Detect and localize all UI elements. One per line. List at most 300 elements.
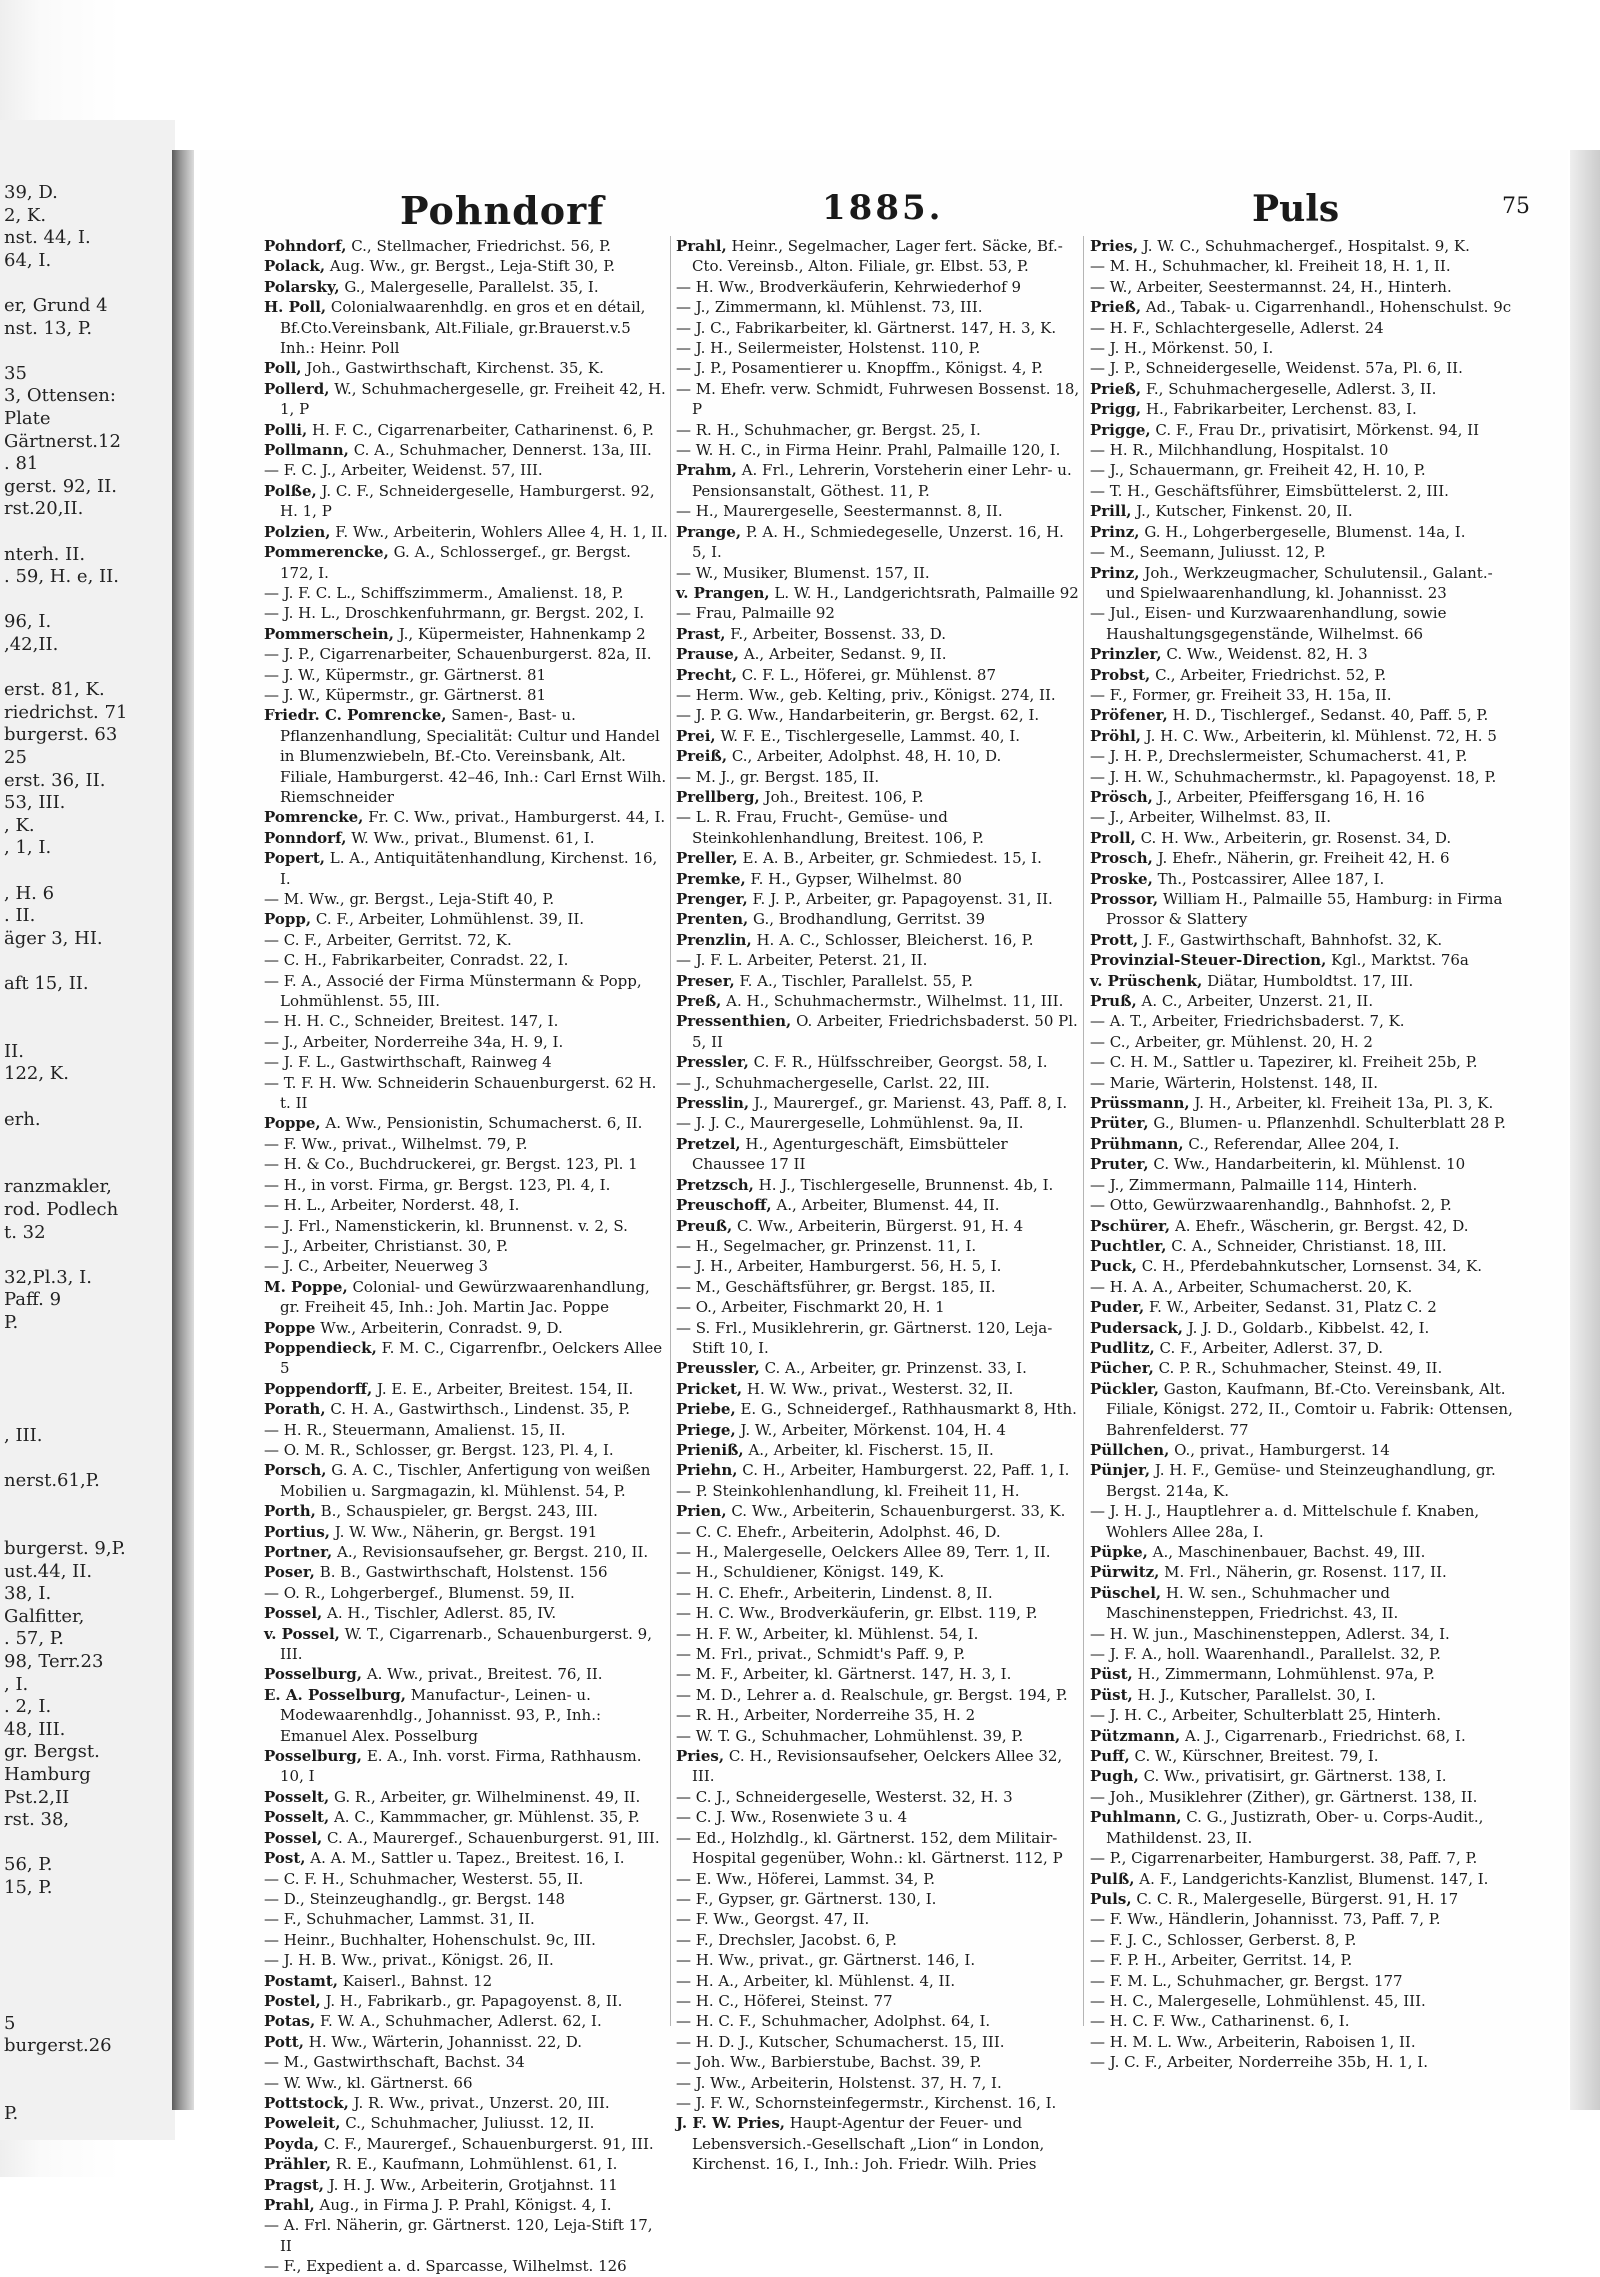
directory-entry [676, 1644, 1081, 1664]
entry-details: E. A., Inh. vorst. Firma, Rathhausm. 10, I [280, 1747, 642, 1786]
directory-entry [264, 256, 669, 276]
entry-name: E. A. Posselburg, [264, 1685, 406, 1704]
entry-details: B. B., Gastwirthschaft, Holstenst. 156 [319, 1563, 608, 1582]
entry-details: — J. H. B. Ww., privat., Königst. 26, II. [264, 1951, 554, 1970]
directory-entry [676, 624, 1081, 644]
left-fragment-line: , K. [4, 814, 35, 836]
entry-details: C. Ww., Handarbeiterin, kl. Mühlenst. 10 [1153, 1155, 1466, 1174]
directory-entry [1090, 971, 1520, 991]
entry-name: Pückler, [1090, 1379, 1159, 1398]
entry-details: — H. L., Arbeiter, Norderst. 48, I. [264, 1196, 520, 1215]
directory-entry [264, 522, 669, 542]
directory-entry [1090, 563, 1520, 604]
entry-details: — W., Musiker, Blumenst. 157, II. [676, 563, 930, 582]
entry-name: Poppe [264, 1318, 316, 1337]
entry-name: Priehn, [676, 1461, 738, 1480]
entry-name: Püllchen, [1090, 1440, 1170, 1459]
left-fragment-line: 25 [4, 747, 27, 768]
left-fragment-line: Pst.2,II [4, 1786, 70, 1808]
directory-entry [676, 1216, 1081, 1236]
entry-details: J. H. C. Ww., Arbeiterin, kl. Mühlenst. 72, H. 5 [1145, 726, 1497, 745]
directory-entry [676, 1562, 1081, 1582]
entry-details: F. M. C., Cigarrenfbr., Oelckers Allee 5 [280, 1338, 663, 1378]
entry-details: C. F. R., Hülfsschreiber, Georgst. 58, I. [753, 1053, 1048, 1072]
entry-details: Aug. Ww., gr. Bergst., Leja-Stift 30, P. [329, 257, 616, 276]
entry-name: Püschel, [1090, 1583, 1162, 1602]
directory-entry [264, 2052, 669, 2072]
entry-name: Prei, [676, 726, 716, 745]
entry-details: C. F., Arbeiter, Lohmühlenst. 39, II. [315, 910, 585, 929]
directory-entry [264, 1032, 669, 1052]
entry-details: — R. H., Schuhmacher, gr. Bergst. 25, I. [676, 420, 981, 439]
directory-entry [676, 1134, 1081, 1175]
book-gutter [172, 150, 194, 2110]
left-fragment-line: Hamburg [4, 1764, 91, 1785]
entry-name: Provinzial-Steuer-Direction, [1090, 951, 1327, 970]
directory-entry [676, 807, 1081, 848]
entry-details: — J. J. C., Maurergeselle, Lohmühlenst. 9a, II. [676, 1114, 1024, 1133]
entry-details: F. W. A., Schuhmacher, Adlerst. 62, I. [319, 2012, 602, 2031]
directory-entry [264, 1583, 669, 1603]
left-fragment-line: äger 3, HI. [4, 927, 103, 949]
directory-entry [1090, 481, 1520, 501]
entry-details: — J. P., Posamentierer u. Knopffm., Königst. 4, P. [676, 359, 1044, 378]
entry-details: Joh., Werkzeugmacher, Schulutensil., Galant.- und Spielwaarenhandlung, kl. Johannisst. 23 [1106, 563, 1493, 602]
directory-entry [264, 1216, 669, 1236]
directory-entry [1090, 1073, 1520, 1093]
entry-details: — D., Steinzeughandlg., gr. Bergst. 148 [264, 1889, 566, 1908]
entry-details: H. J., Kutscher, Parallelst. 30, I. [1137, 1685, 1376, 1704]
directory-entry [1090, 603, 1520, 644]
directory-entry [264, 1399, 669, 1419]
directory-entry [264, 1685, 669, 1746]
directory-entry [264, 1073, 669, 1114]
entry-details: — E. Ww., Höferei, Lammst. 34, P. [676, 1869, 936, 1888]
entry-name: Poppendorff, [264, 1379, 373, 1398]
directory-entry [676, 1583, 1081, 1603]
entry-name: Polack, [264, 257, 326, 276]
left-fragment-line: burgerst.26 [4, 2035, 112, 2057]
entry-details: C., Arbeiter, Friedrichst. 52, P. [1155, 665, 1387, 684]
left-fragment-line: 39, D. [4, 182, 58, 203]
entry-details: — M., Geschäftsführer, gr. Bergst. 185, II. [676, 1277, 996, 1296]
directory-entry [676, 1236, 1081, 1256]
directory-entry [676, 1175, 1081, 1195]
entry-details: J. E. E., Arbeiter, Breitest. 154, II. [377, 1379, 634, 1398]
entry-details: — J. F. L. Arbeiter, Peterst. 21, II. [676, 951, 928, 970]
entry-details: A. Frl., Lehrerin, Vorsteherin einer Lehr- u. Pensionsanstalt, Göthest. 11, P. [692, 461, 1072, 500]
entry-details: J. R. Ww., privat., Unzerst. 20, III. [353, 2093, 610, 2112]
directory-entry [264, 2032, 669, 2052]
entry-details: A. C., Arbeiter, Unzerst. 21, II. [1141, 992, 1374, 1011]
entry-details: A., Arbeiter, Sedanst. 9, II. [743, 645, 947, 664]
entry-name: Posselt, [264, 1787, 330, 1806]
directory-entry [264, 1950, 669, 1970]
entry-details: Gaston, Kaufmann, Bf.-Cto. Vereinsbank, Alt. Filiale, Königst. 272, II., Comtoir u. Fabrik: Ottensen, Bahrenfelderst. 77 [1106, 1379, 1513, 1439]
directory-entry [1090, 338, 1520, 358]
directory-entry [264, 2011, 669, 2031]
entry-name: Prosch, [1090, 849, 1153, 868]
entry-details: — F. Ww., Georgst. 47, II. [676, 1910, 870, 1929]
entry-details: William H., Palmaille 55, Hamburg: in Firma Prossor & Slattery [1106, 890, 1503, 929]
directory-entry [264, 1542, 669, 1562]
entry-details: C. H., Pferdebahnkutscher, Lornsenst. 34, K. [1141, 1257, 1483, 1276]
entry-name: Ponndorf, [264, 828, 347, 847]
entry-details: — H., Maurergeselle, Seestermannst. 8, II. [676, 502, 1003, 521]
directory-entry [676, 644, 1081, 664]
left-fragment-line: 3, Ottensen: [4, 385, 116, 407]
entry-details: F. Ww., Arbeiterin, Wohlers Allee 4, H. 1, II. [335, 522, 668, 541]
entry-name: Pomrencke, [264, 808, 364, 827]
entry-name: Prigg, [1090, 400, 1142, 419]
entry-details: — J., Zimmermann, kl. Mühlenst. 73, III. [676, 298, 983, 317]
entry-name: Popert, [264, 849, 325, 868]
entry-name: Pschürer, [1090, 1216, 1171, 1235]
entry-details: C. F., Arbeiter, Adlerst. 37, D. [1159, 1338, 1384, 1357]
entry-name: Prinz, [1090, 522, 1140, 541]
entry-details: Diätar, Humboldtst. 17, III. [1207, 971, 1414, 990]
entry-name: Pries, [676, 1747, 725, 1766]
directory-entry [676, 787, 1081, 807]
left-fragment-line: , 1, I. [4, 837, 52, 859]
entry-name: Friedr. C. Pomrencke, [264, 706, 447, 725]
entry-name: Prieß, [1090, 298, 1142, 317]
entry-name: Preß, [676, 992, 722, 1011]
directory-entry [264, 1460, 669, 1501]
directory-entry [1090, 1766, 1520, 1786]
entry-details: C., Arbeiter, Adolphst. 48, H. 10, D. [731, 747, 1002, 766]
entry-name: Prill, [1090, 502, 1132, 521]
entry-details: — O. R., Lohgerbergef., Blumenst. 59, II. [264, 1583, 575, 1602]
directory-entry [676, 909, 1081, 929]
entry-details: — H. R., Milchhandlung, Hospitalst. 10 [1090, 441, 1389, 460]
entry-name: Pommerencke, [264, 543, 389, 562]
entry-details: J. J. D., Goldarb., Kibbelst. 42, I. [1187, 1318, 1430, 1337]
entry-details: J., Küpermeister, Hahnenkamp 2 [398, 624, 646, 643]
entry-name: Puck, [1090, 1257, 1137, 1276]
directory-entry [676, 1460, 1081, 1480]
entry-details: O., privat., Hamburgerst. 14 [1174, 1440, 1390, 1459]
entry-name: Priebe, [676, 1400, 736, 1419]
entry-details: — F., Schuhmacher, Lammst. 31, II. [264, 1910, 535, 1929]
entry-details: B., Schauspieler, gr. Bergst. 243, III. [320, 1502, 598, 1521]
entry-name: Pott, [264, 2032, 304, 2051]
entry-details: — Otto, Gewürzwaarenhandlg., Bahnhofst. 2, P. [1090, 1196, 1452, 1215]
entry-details: — H. H. C., Schneider, Breitest. 147, I. [264, 1012, 559, 1031]
entry-name: Prien, [676, 1502, 727, 1521]
entry-name: Pohndorf, [264, 237, 347, 255]
directory-entry [264, 379, 669, 420]
directory-entry [264, 930, 669, 950]
directory-entry [1090, 1930, 1520, 1950]
directory-entry [264, 624, 669, 644]
directory-entry [264, 1522, 669, 1542]
entry-details: — J., Schauermann, gr. Freiheit 42, H. 10, P. [1090, 461, 1426, 480]
directory-entry [676, 1746, 1081, 1787]
directory-entry [676, 603, 1081, 623]
entry-name: Pruß, [1090, 992, 1137, 1011]
directory-entry [264, 1134, 669, 1154]
left-fragment-line: rst. 38, [4, 1809, 70, 1831]
directory-entry [1090, 1113, 1520, 1133]
directory-entry [676, 1318, 1081, 1359]
directory-entry [1090, 1583, 1520, 1624]
left-page-fragment [0, 120, 175, 2140]
directory-entry [676, 583, 1081, 603]
directory-entry [676, 2093, 1081, 2113]
left-fragment-line: ,42,II. [4, 634, 59, 655]
directory-entry [676, 379, 1081, 420]
left-fragment-line: . 81 [4, 453, 39, 475]
directory-entry [264, 848, 669, 889]
left-fragment-line: nerst.61,P. [4, 1470, 100, 1492]
entry-details: — H. C. F., Schuhmacher, Adolphst. 64, I. [676, 2012, 991, 2031]
directory-entry [264, 1154, 669, 1174]
entry-details: — C. H. M., Sattler u. Tapezirer, kl. Freiheit 25b, P. [1090, 1053, 1478, 1072]
entry-name: Preser, [676, 971, 735, 990]
entry-details: — M., Seemann, Juliusst. 12, P. [1090, 543, 1326, 562]
directory-entry [264, 1420, 669, 1440]
entry-details: J. W., Arbeiter, Mörkenst. 104, H. 4 [740, 1420, 1006, 1439]
directory-entry [676, 1052, 1081, 1072]
entry-name: Preuschoff, [676, 1196, 772, 1215]
directory-entry [264, 358, 669, 378]
entry-details: — J., Arbeiter, Norderreihe 34a, H. 9, I. [264, 1032, 564, 1051]
entry-name: M. Poppe, [264, 1277, 348, 1296]
directory-entry [264, 1889, 669, 1909]
directory-entry [676, 236, 1081, 277]
directory-entry [1090, 1134, 1520, 1154]
entry-name: Pommerschein, [264, 624, 394, 643]
entry-details: F. W., Arbeiter, Sedanst. 31, Platz C. 2 [1149, 1298, 1437, 1317]
entry-details: G., Malergeselle, Parallelst. 35, I. [344, 277, 599, 296]
directory-entry [1090, 787, 1520, 807]
left-fragment-line: 15, P. [4, 1877, 53, 1898]
directory-entry [264, 1440, 669, 1460]
directory-entry [264, 2256, 669, 2276]
directory-entry [1090, 1542, 1520, 1562]
directory-entry [264, 1501, 669, 1521]
entry-details: — M. F., Arbeiter, kl. Gärtnerst. 147, H. 3, I. [676, 1665, 1012, 1684]
entry-details: — W. H. C., in Firma Heinr. Prahl, Palmaille 120, I. [676, 441, 1061, 460]
directory-entry [1090, 1807, 1520, 1848]
entry-name: Priege, [676, 1420, 736, 1439]
directory-entry [264, 603, 669, 623]
directory-entry [676, 1930, 1081, 1950]
directory-entry [676, 869, 1081, 889]
entry-details: M. Frl., Näherin, gr. Rosenst. 117, II. [1164, 1563, 1447, 1582]
directory-entry [1090, 991, 1520, 1011]
entry-details: Kaiserl., Bahnst. 12 [342, 1971, 493, 1990]
left-fragment-line: . II. [4, 905, 36, 927]
directory-entry [676, 950, 1081, 970]
directory-entry [676, 1113, 1081, 1133]
entry-name: Pürwitz, [1090, 1563, 1160, 1582]
directory-entry [264, 1175, 669, 1195]
entry-details: C. P. R., Schuhmacher, Steinst. 49, II. [1158, 1359, 1443, 1378]
entry-details: Haupt-Agentur der Feuer- und Lebensversich.-Gesellschaft „Lion“ in London, Kirchenst. 16, I., Inh.: Joh. Friedr. Wilh. Pries [692, 2114, 1045, 2174]
entry-details: — J. Frl., Namenstickerin, kl. Brunnenst. v. 2, S. [264, 1216, 628, 1235]
directory-entry [676, 318, 1081, 338]
directory-entry [264, 1909, 669, 1929]
left-fragment-line: ust.44, II. [4, 1560, 93, 1582]
entry-details: G. H., Lohgerbergeselle, Blumenst. 14a, I. [1144, 522, 1466, 541]
directory-entry [1090, 1052, 1520, 1072]
entry-name: Poweleit, [264, 2114, 341, 2133]
directory-entry [1090, 1869, 1520, 1889]
left-fragment-line: burgerst. 63 [4, 724, 118, 746]
entry-details: J. W. C., Schuhmachergef., Hospitalst. 9, K. [1142, 237, 1470, 255]
entry-details: — M. J., gr. Bergst. 185, II. [676, 767, 880, 786]
entry-details: — F., Former, gr. Freiheit 33, H. 15a, II. [1090, 685, 1392, 704]
directory-entry [1090, 1358, 1520, 1378]
directory-entry [1090, 1787, 1520, 1807]
directory-entry [1090, 440, 1520, 460]
entry-details: C. Ww., Arbeiterin, Schauenburgerst. 33, K. [731, 1502, 1066, 1521]
entry-details: Heinr., Segelmacher, Lager fert. Säcke, Bf.-Cto. Vereinsb., Alton. Filiale, gr. Elbst. 53, P. [692, 237, 1063, 276]
entry-details: — C. C. Ehefr., Arbeiterin, Adolphst. 46, D. [676, 1522, 1001, 1541]
entry-name: Puchtler, [1090, 1236, 1167, 1255]
entry-details: Ad., Tabak- u. Cigarrenhandl., Hohenschulst. 9c [1145, 298, 1512, 317]
left-fragment-line: 48, III. [4, 1718, 66, 1740]
entry-name: Pretzsch, [676, 1175, 754, 1194]
left-fragment-line: , H. 6 [4, 882, 55, 904]
entry-details: — H. F., Schlachtergeselle, Adlerst. 24 [1090, 318, 1384, 337]
entry-name: Pollmann, [264, 441, 349, 460]
entry-details: J. H. J. Ww., Arbeiterin, Grotjahnst. 11 [328, 2175, 618, 2194]
directory-entry [676, 2113, 1081, 2174]
directory-entry [676, 1542, 1081, 1562]
entry-name: Pries, [1090, 237, 1139, 255]
entry-details: — L. R. Frau, Frucht-, Gemüse- und Steinkohlenhandlung, Breitest. 106, P. [676, 808, 984, 847]
left-fragment-line: burgerst. 9,P. [4, 1538, 126, 1559]
entry-details: W. Ww., privat., Blumenst. 61, I. [351, 828, 595, 847]
entry-details: O. Arbeiter, Friedrichsbaderst. 50 Pl. 5, II [692, 1012, 1078, 1051]
left-fragment-line: 56, P. [4, 1854, 53, 1876]
directory-entry [676, 1828, 1081, 1869]
left-fragment-line: Plate [4, 408, 51, 429]
directory-entry [264, 889, 669, 909]
directory-entry [1090, 1909, 1520, 1929]
directory-entry [1090, 1338, 1520, 1358]
directory-entry [676, 1705, 1081, 1725]
left-fragment-line: , III. [4, 1425, 43, 1446]
left-fragment-line: erh. [4, 1108, 41, 1130]
directory-entry [676, 1971, 1081, 1991]
entry-details: H. D., Tischlergef., Sedanst. 40, Paff. 5, P. [1172, 706, 1489, 725]
entry-details: — J. H., Seilermeister, Holstenst. 110, P. [676, 339, 981, 358]
entry-name: Pünjer, [1090, 1461, 1151, 1480]
directory-entry [1090, 1297, 1520, 1317]
entry-details: C. W., Kürschner, Breitest. 79, I. [1134, 1747, 1379, 1766]
entry-details: H. J., Tischlergeselle, Brunnenst. 4b, I. [758, 1175, 1054, 1194]
directory-entry [676, 746, 1081, 766]
running-head [262, 188, 1554, 234]
directory-entry [1090, 930, 1520, 950]
directory-entry [676, 1991, 1081, 2011]
entry-details: — A. Frl. Näherin, gr. Gärtnerst. 120, Leja-Stift 17, II [264, 2216, 653, 2255]
entry-name: Puff, [1090, 1747, 1130, 1766]
entry-name: Prenten, [676, 910, 749, 929]
directory-entry [1090, 1501, 1520, 1542]
entry-name: Precht, [676, 665, 737, 684]
directory-entry [264, 1603, 669, 1623]
directory-entry [1090, 1726, 1520, 1746]
entry-details: — P. Steinkohlenhandlung, kl. Freiheit 11, H. [676, 1481, 1020, 1500]
entry-details: J., Maurergef., gr. Marienst. 43, Paff. 8, I. [753, 1094, 1068, 1113]
entry-name: Prahl, [676, 237, 727, 255]
entry-details: W. F. E., Tischlergeselle, Lammst. 40, I. [720, 726, 1021, 745]
entry-name: Prüter, [1090, 1114, 1149, 1133]
entry-name: Poppe, [264, 1114, 321, 1133]
entry-details: A. J., Cigarrenarb., Friedrichst. 68, I. [1185, 1726, 1466, 1745]
entry-details: — C. J. Ww., Rosenwiete 3 u. 4 [676, 1808, 908, 1827]
entry-name: Pudersack, [1090, 1318, 1184, 1337]
entry-details: C. F., Maurergef., Schauenburgerst. 91, III. [323, 2134, 654, 2153]
left-fragment-line: ranzmakler, [4, 1176, 112, 1198]
entry-details: — J. H., Arbeiter, Hamburgerst. 56, H. 5, I. [676, 1257, 1002, 1276]
entry-details: L. A., Antiquitätenhandlung, Kirchenst. 16, I. [280, 849, 658, 888]
directory-entry [676, 1277, 1081, 1297]
entry-details: — H. C., Höferei, Steinst. 77 [676, 1991, 893, 2010]
directory-entry [264, 971, 669, 1012]
directory-entry [264, 1236, 669, 1256]
directory-entry [676, 1950, 1081, 1970]
entry-name: Preiß, [676, 747, 728, 766]
directory-entry [676, 440, 1081, 460]
directory-entry [1090, 420, 1520, 440]
entry-name: Porth, [264, 1502, 316, 1521]
entry-name: Poll, [264, 359, 302, 378]
entry-details: Aug., in Firma J. P. Prahl, Königst. 4, I. [319, 2196, 612, 2214]
directory-entry [1090, 236, 1520, 256]
entry-details: — O. M. R., Schlosser, gr. Bergst. 123, Pl. 4, I. [264, 1440, 614, 1459]
directory-entry [676, 2052, 1081, 2072]
entry-details: — J. F. A., holl. Waarenhandl., Parallelst. 32, P. [1090, 1645, 1441, 1664]
directory-entry [264, 1848, 669, 1868]
left-fragment-line: . 59, H. e, II. [4, 566, 119, 588]
directory-entry [676, 1726, 1081, 1746]
entry-details: Fr. C. Ww., privat., Hamburgerst. 44, I. [368, 808, 666, 827]
entry-name: Prieß, [1090, 379, 1142, 398]
entry-name: Prange, [676, 522, 742, 541]
directory-entry [264, 1113, 669, 1133]
entry-name: Pragst, [264, 2175, 324, 2194]
entry-details: H. F. C., Cigarrenarbeiter, Catharinenst. 6, P. [311, 420, 654, 439]
column-divider [670, 236, 671, 2026]
entry-details: P. A. H., Schmiedegeselle, Unzerst. 16, H. 5, I. [692, 522, 1064, 562]
entry-details: — H. M. L. Ww., Arbeiterin, Raboisen 1, II. [1090, 2032, 1416, 2051]
entry-details: E. G., Schneidergef., Rathhausmarkt 8, Hth. [740, 1400, 1077, 1419]
directory-entry [264, 1256, 669, 1276]
directory-entry [264, 297, 669, 358]
entry-details: J. H. F., Gemüse- und Steinzeughandlung, gr. Bergst. 214a, K. [1106, 1461, 1496, 1500]
entry-name: Prenger, [676, 890, 748, 908]
entry-name: Prahm, [676, 461, 737, 480]
entry-details: — W. Ww., kl. Gärtnerst. 66 [264, 2073, 473, 2092]
entry-name: v. Possel, [264, 1624, 340, 1643]
entry-details: — J. F. L., Gastwirthschaft, Rainweg 4 [264, 1053, 552, 1072]
entry-details: Colonialwaarenhdlg. en gros et en détail, Bf.Cto.Vereinsbank, Alt.Filiale, gr.Brauerst.v.5 Inh.: Heinr. Poll [280, 298, 646, 358]
left-fragment-line: 2, K. [4, 204, 47, 226]
entry-details: J., Kutscher, Finkenst. 20, II. [1136, 502, 1353, 521]
entry-details: R. E., Kaufmann, Lohmühlenst. 61, I. [335, 2155, 618, 2174]
directory-entry [264, 481, 669, 522]
directory-entry [676, 1603, 1081, 1623]
entry-name: Prossor, [1090, 890, 1159, 908]
entry-details: C., Referendar, Allee 204, I. [1188, 1134, 1400, 1153]
entry-name: Pulß, [1090, 1869, 1135, 1888]
